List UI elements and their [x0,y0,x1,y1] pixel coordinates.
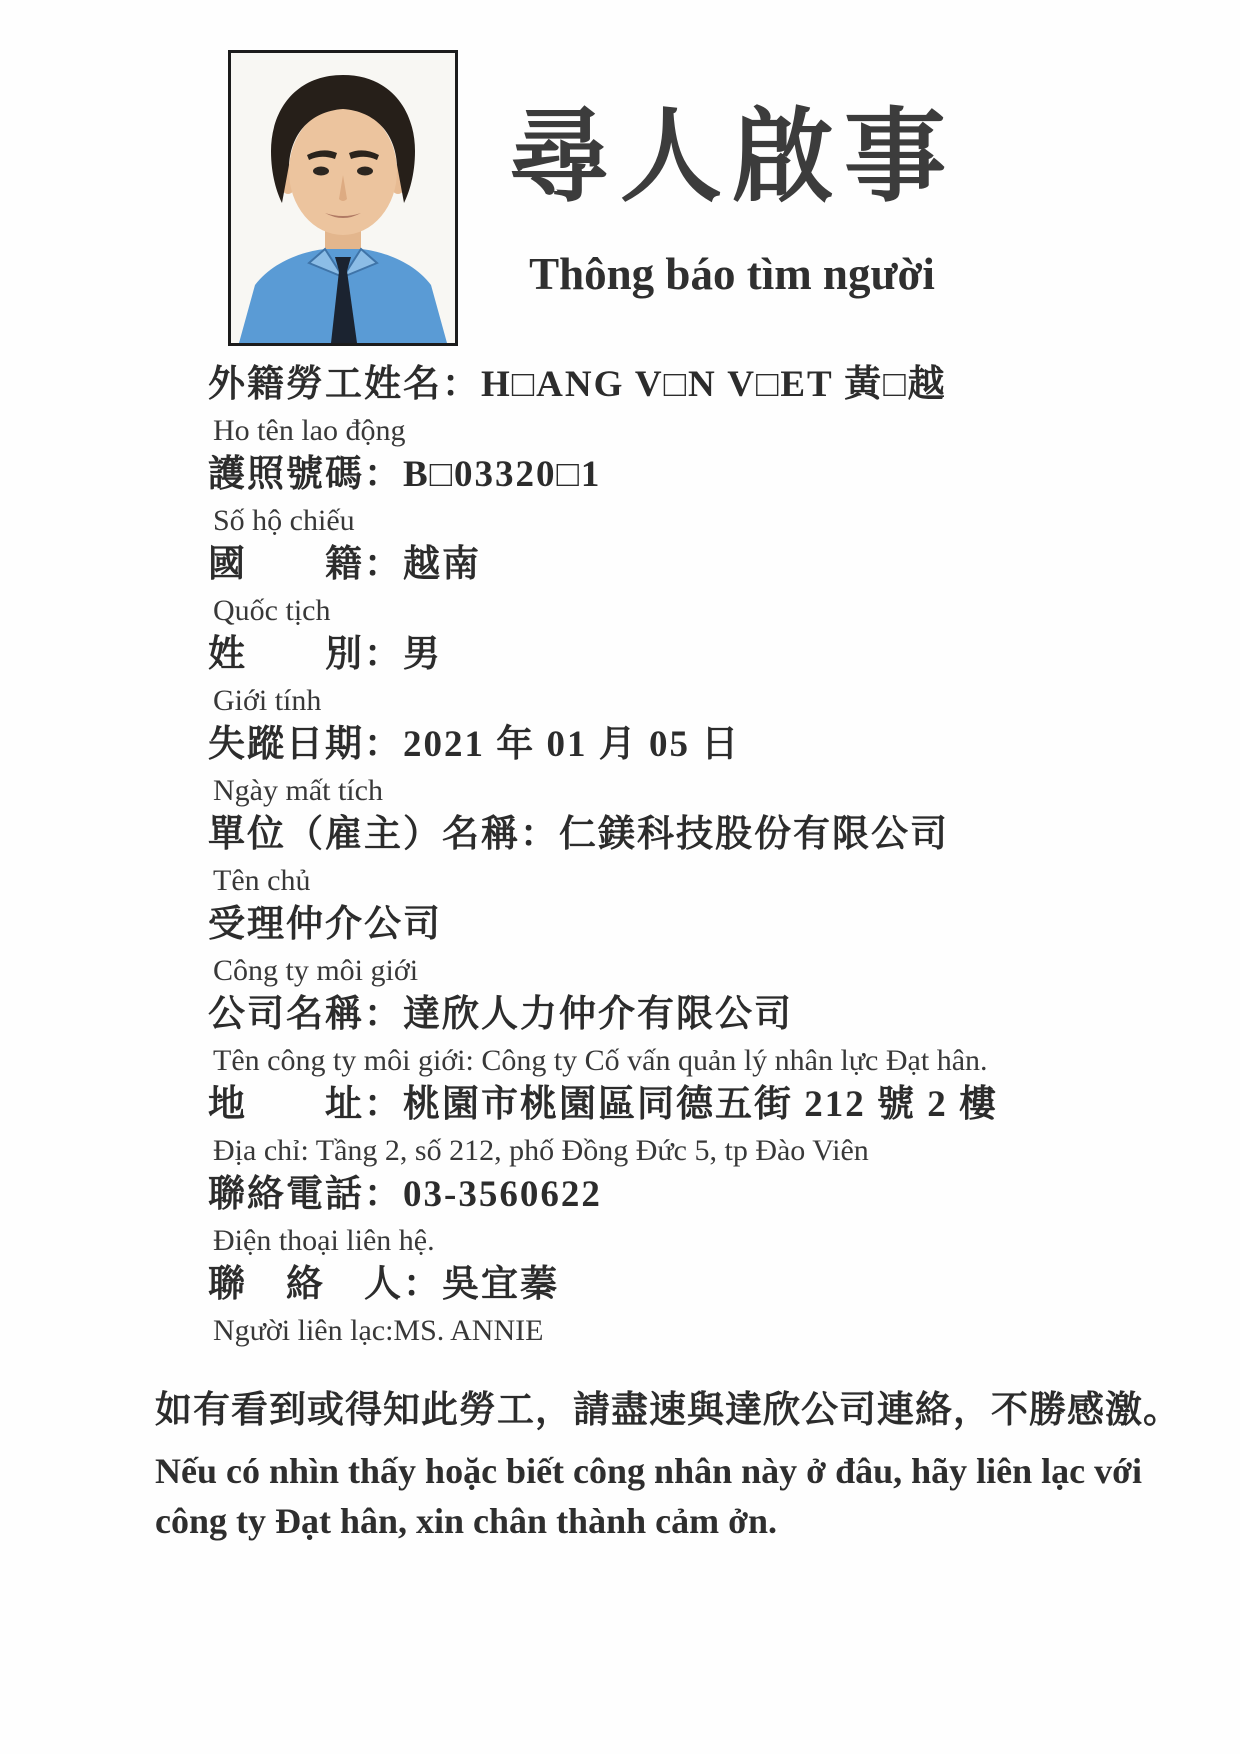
field-label-vi: Quốc tịch [213,594,331,627]
field-label-vi: Công ty môi giới [213,954,419,987]
field-row-contact-person [208,1266,1218,1346]
field-row-broker-section [208,906,1218,986]
field-row-gender [208,636,1218,716]
field-label-vi: Ho tên lao động [213,414,406,447]
field-label-zh: 受理仲介公司 [208,904,442,945]
field-label-zh: 國 籍：越南 [208,544,481,585]
field-row-employer-name [208,816,1218,896]
field-row-address [208,1086,1218,1166]
field-label-zh: 單位（雇主）名稱：仁鎂科技股份有限公司 [208,814,949,855]
field-label-vi: Điện thoại liên hệ. [213,1224,435,1257]
notice-header [462,102,1002,299]
field-label-vi: Ngày mất tích [213,774,383,807]
footer-appeal [155,1390,1181,1546]
field-row-contact-phone [208,1176,1218,1256]
portrait-photo [228,50,458,346]
notice-title-vietnamese: Thông báo tìm người [529,249,935,299]
field-label-zh: 失蹤日期：2021 年 01 月 05 日 [208,724,741,765]
field-label-vi: Giới tính [213,684,322,717]
field-list [208,366,1218,1356]
portrait-photo-graphic [231,53,455,343]
field-label-vi: Số hộ chiếu [213,504,355,537]
field-row-nationality [208,546,1218,626]
footer-appeal-vietnamese-line2: công ty Đạt hân, xin chân thành cảm ởn. [155,1500,778,1541]
field-row-missing-date [208,726,1218,806]
field-label-zh: 護照號碼：B□03320□1 [208,454,602,495]
field-row-passport-number [208,456,1218,536]
field-label-vi: Người liên lạc:MS. ANNIE [213,1314,544,1347]
field-row-worker-name [208,366,1218,446]
footer-appeal-vietnamese-line1: Nếu có nhìn thấy hoặc biết công nhân này ở đâu, hãy liên lạc với [155,1451,1143,1491]
field-label-zh: 姓 別：男 [208,634,442,675]
field-label-zh: 聯 絡 人：吳宜蓁 [208,1264,559,1305]
footer-appeal-chinese: 如有看到或得知此勞工，請盡速與達欣公司連絡，不勝感激。 [155,1390,1181,1431]
notice-title-chinese: 尋人啟事 [508,102,956,215]
field-label-zh: 地 址：桃園市桃園區同德五街 212 號 2 樓 [208,1084,998,1125]
field-label-zh: 公司名稱：達欣人力仲介有限公司 [208,994,793,1035]
field-label-vi: Địa chỉ: Tầng 2, số 212, phố Đồng Đức 5, tp Đào Viên [213,1134,869,1167]
field-label-vi: Tên công ty môi giới: Công ty Cố vấn quản lý nhân lực Đạt hân. [213,1044,988,1077]
field-label-zh: 外籍勞工姓名：H□ANG V□N V□ET 黃□越 [208,364,947,405]
field-label-zh: 聯絡電話：03-3560622 [208,1174,602,1215]
field-row-company-name [208,996,1218,1076]
field-label-vi: Tên chủ [213,864,311,897]
